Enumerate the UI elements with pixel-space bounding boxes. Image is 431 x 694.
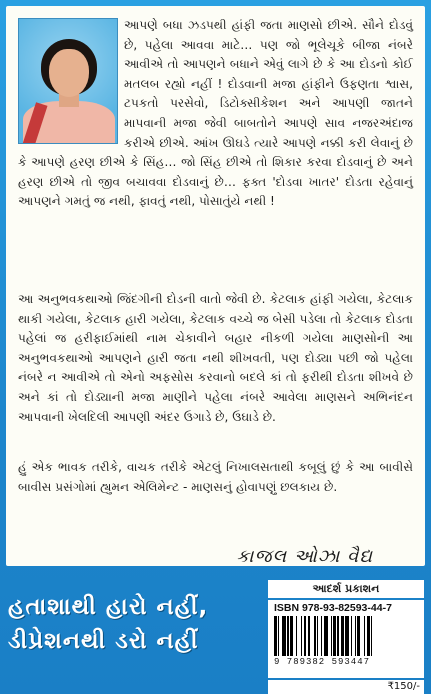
book-title-line-2: ડીપ્રેશનથી ડરો નહીં bbox=[8, 628, 199, 654]
blurb-paragraph-2: આ અનુભવકથાઓ જિંદગીની દોડની વાતો જેવી છે. કેટલાક હાંફી ગયેલા, કેટલાક થાકી ગયેલા, કેટલાક હારી ગયેલા, કેટલાક વચ્ચે જ બેસી પડેલા તો કેટલાક દોડતા પહેલાં જ હરીફાઈમાંથી નામ ચેકાવીને બહાર નીકળી ગયેલા માણસોની આ અનુભવકથાઓ આપણને હારી જતા નથી શીખવતી, પણ દોડ્યા પછી જો પહેલા નંબરે ન આવીએ તો એનો અફસોસ કરવાનો બદલે કાં તો ફરીથી દોડતા શીખવે છે અને કાં તો દોડ્યાની મજા માણીને પહેલા નંબરે આવેલા માણસને અભિનંદન આપવાની ખેલદિલી આપણી અંદર ઉગાડે છે, ઉઘાડે છે. bbox=[18, 292, 413, 424]
text-panel bbox=[6, 6, 425, 566]
blurb-paragraph-1-text: આપણે બધા ઝડપથી હાંફી જતા માણસો છીએ. સૌને દોડવું છે, પહેલા આવવા માટે… પણ જો ભૂલેચૂકે બીજા નંબરે આવીએ તો આપણને બધાને એવું લાગે છે કે આ દોડનો કોઈ મતલબ રહ્યો નહીં ! દોડવાની મજા હાંફીને ઉફણતા શ્વાસ, ટપકતો પરસેવો, ડિટોક્સીકેશન અને આપણી જાતને માપવાની મજા જેવી બાબતોને આપણે સાવ નજરઅંદાજ કરીએ છીએ. આંખ ઊઘડે ત્યારે આપણે નક્કી કરી લેવાનું છે કે આપણે હરણ છીએ કે સિંહ… જો સિંહ છીએ તો શિકાર કરવા દોડવાનું છે અને હરણ છીએ તો જીવ બચાવવા દોડવાનું છે… ફક્ત 'દોડવા ખાતર' દોડતા રહેવાનું આપણને ગમતું જ નથી, ફાવતું નથી, પોસાતુંયે નથી ! bbox=[18, 18, 413, 209]
publisher-label: આદર્શ પ્રકાશન bbox=[268, 580, 424, 598]
isbn-number: ISBN 978-93-82593-44-7 bbox=[274, 602, 392, 614]
barcode-icon bbox=[274, 616, 418, 656]
book-title-line-1: હતાશાથી હારો નહીં, bbox=[8, 594, 209, 620]
barcode-box bbox=[268, 600, 424, 678]
blurb-paragraph-1 bbox=[18, 16, 413, 212]
book-title bbox=[8, 590, 268, 658]
author-signature: કાજલ ઓઝા વૈદ્ય bbox=[236, 546, 373, 567]
price-label: ₹150/- bbox=[268, 680, 424, 694]
barcode-number: 9 789382 593447 bbox=[274, 657, 371, 667]
blurb-paragraph-3: હું એક ભાવક તરીકે, વાચક તરીકે એટલું નિખાલસતાથી કબૂલું છું કે આ બાવીસે બાવીસ પ્રસંગોમાં હ્યુમન એલિમેન્ટ - માણસનું હોવાપણું છલકાય છે. bbox=[18, 460, 413, 494]
